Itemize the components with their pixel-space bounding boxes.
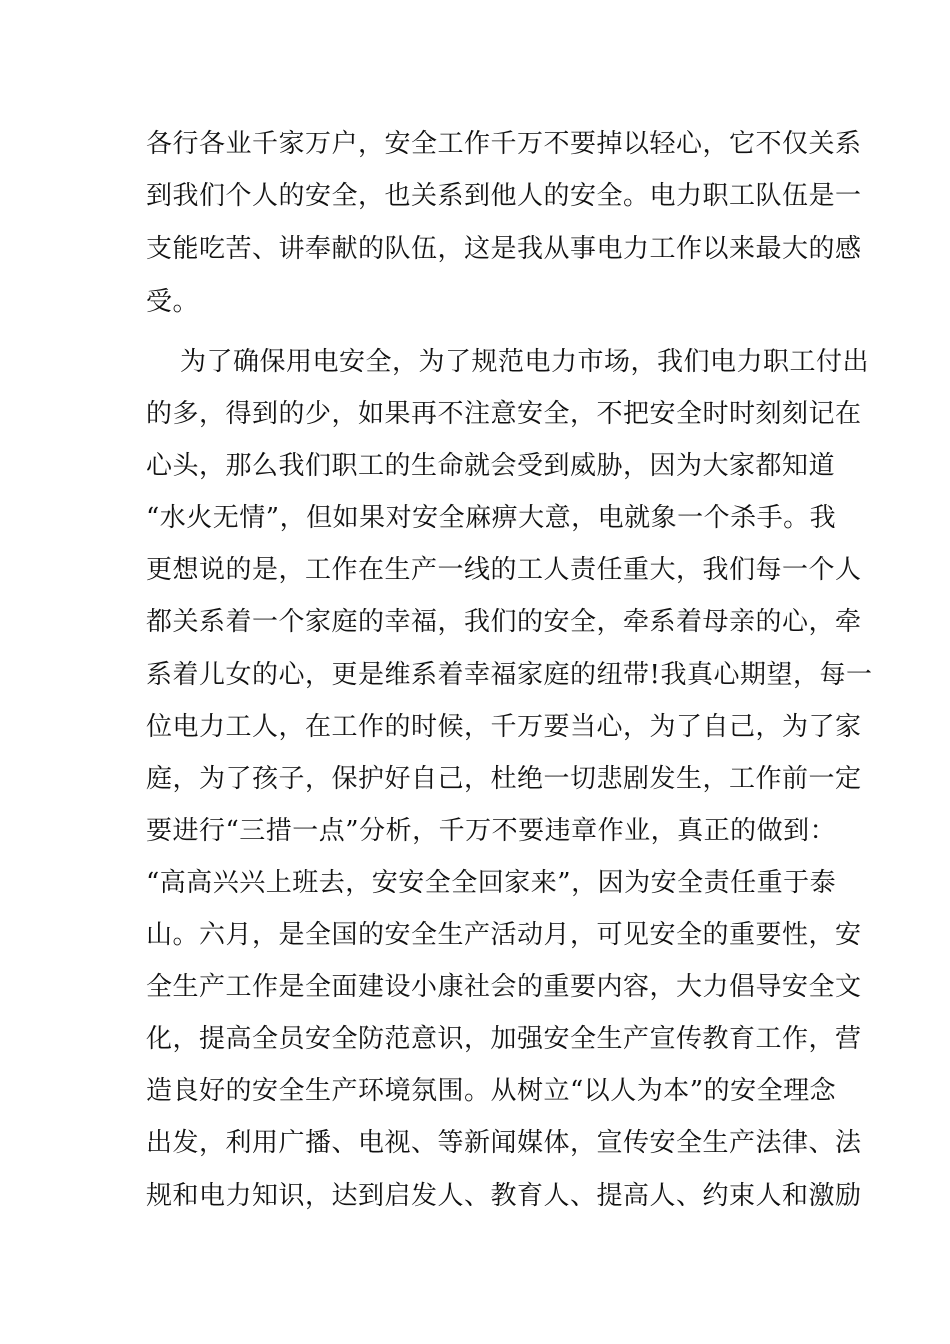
text-line: 支能吃苦、讲奉献的队伍，这是我从事电力工作以来最大的感 (146, 234, 862, 264)
text-line: 化，提高全员安全防范意识，加强安全生产宣传教育工作，营 (146, 1024, 862, 1054)
text-line: 全生产工作是全面建设小康社会的重要内容，大力倡导安全文 (146, 972, 862, 1002)
text-line: 更想说的是，工作在生产一线的工人责任重大，我们每一个人 (146, 555, 862, 585)
text-line: “水火无情”，但如果对安全麻痹大意，电就象一个杀手。我 (146, 503, 837, 533)
text-line: 心头，那么我们职工的生命就会受到威胁，因为大家都知道 (146, 451, 836, 481)
text-line: 系着儿女的心，更是维系着幸福家庭的纽带!我真心期望，每一 (146, 660, 873, 690)
text-line: 为了确保用电安全，为了规范电力市场，我们电力职工付出 (180, 347, 870, 377)
text-line: 造良好的安全生产环境氛围。从树立“以人为本”的安全理念 (146, 1076, 837, 1106)
text-line: 山。六月，是全国的安全生产活动月，可见安全的重要性，安 (146, 920, 862, 950)
text-line: 各行各业千家万户，安全工作千万不要掉以轻心，它不仅关系 (146, 129, 862, 159)
text-line: “高高兴兴上班去，安安全全回家来”，因为安全责任重于泰 (146, 868, 837, 898)
text-line: 都关系着一个家庭的幸福，我们的安全，牵系着母亲的心，牵 (146, 607, 862, 637)
text-line: 受。 (146, 287, 200, 317)
text-line: 位电力工人，在工作的时候，千万要当心，为了自己，为了家 (146, 712, 862, 742)
text-line: 到我们个人的安全，也关系到他人的安全。电力职工队伍是一 (146, 181, 862, 211)
text-line: 要进行“三措一点”分析，千万不要违章作业，真正的做到： (146, 816, 837, 846)
text-line: 庭，为了孩子，保护好自己，杜绝一切悲剧发生，工作前一定 (146, 764, 862, 794)
text-line: 的多，得到的少，如果再不注意安全，不把安全时时刻刻记在 (146, 399, 862, 429)
text-line: 出发，利用广播、电视、等新闻媒体，宣传安全生产法律、法 (146, 1128, 862, 1158)
text-line: 规和电力知识，达到启发人、教育人、提高人、约束人和激励 (146, 1181, 862, 1211)
